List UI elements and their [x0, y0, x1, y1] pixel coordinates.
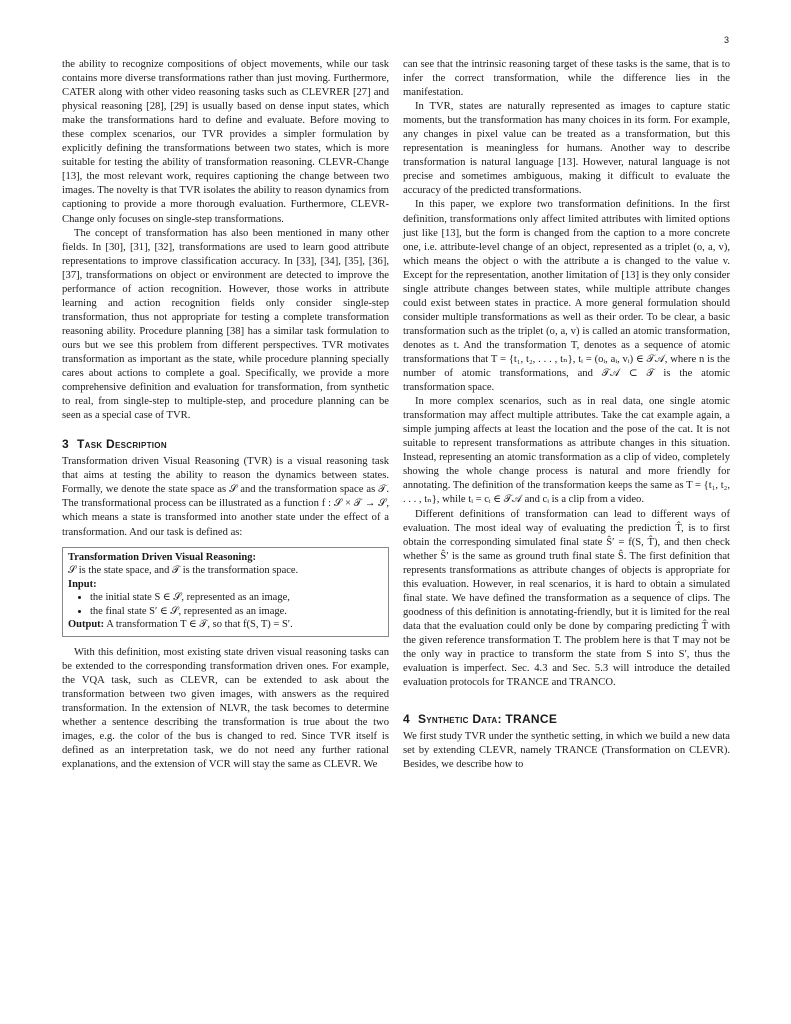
paragraph: the ability to recognize compositions of object movements, while our task contains more diverse transformations rather than just moving. Furthermore, CATER along with other video reasoning tasks such as CLEVRER [27] and physical reasoning [28], [29] is usually based on dense input states, which make the transformations hard to define and evaluate. Before moving to these complex scenarios, our TVR provides a simpler formulation by explicitly defining the transformations between two states, which is more suitable for testing the ability of transformation reasoning. CLEVR-Change [13], the most relevant work, requires captioning the change between two images. The novelty is that TVR isolates the ability to reason dynamics from captioning to provide a more thorough evaluation. Furthermore, CLEVR-Change only focuses on single-step transformations.	[62, 59, 389, 225]
paragraph: In more complex scenarios, such as in real data, one single atomic transformation may affect multiple attributes. Take the cat example again, a simple jumping affects at least the location and the pose of the cat. It is not suitable to represent transformations as attribute changes in this situation. Instead, representing an atomic transformation as a clip of video, completely showing the whole change process is natural and more friendly for annotating. The definition of the transformation keeps the same as T = {t₁, t₂, . . . , tₙ}, while tᵢ = cᵢ ∈ 𝒯𝒜 and cᵢ is a clip from a video.	[403, 396, 730, 506]
output-text: A transformation T ∈ 𝒯, so that f(S, T) = S′.	[104, 619, 293, 631]
right-column	[403, 58, 730, 772]
paragraph: In TVR, states are naturally represented as images to capture static moments, but the transformation has many choices in its form. For example, any changes in pixel value can be treated as a transformation, but this representation is meaningless for humans. Another way to describe transformation is natural language [13]. However, natural language is not precise and sometimes ambiguous, making it difficult to evaluate the accuracy of the predicted transformations.	[403, 101, 730, 197]
task-definition-box	[62, 547, 389, 637]
paragraph: We first study TVR under the synthetic setting, in which we build a new data set by extending CLEVR, namely TRANCE (Transformation on CLEVR). Besides, we describe how to	[403, 731, 730, 771]
list-item: • the initial state S ∈ 𝒮, represented as an image,	[90, 591, 383, 605]
section-heading	[62, 437, 389, 451]
left-column	[62, 58, 389, 772]
output-label: Output:	[68, 619, 105, 631]
section-title: Synthetic Data: TRANCE	[417, 712, 558, 727]
section-number: 4	[403, 712, 410, 727]
output-line	[68, 618, 383, 632]
list-item: • the final state S′ ∈ 𝒮, represented as an image.	[90, 605, 383, 619]
input-list	[68, 591, 383, 618]
box-title: Transformation Driven Visual Reasoning:	[68, 551, 256, 563]
paragraph: With this definition, most existing state driven visual reasoning tasks can be extended to the corresponding transformation driven ones. For example, the VQA task, such as CLEVR, can be extended to ask about the transformation between two given images, with answers as the required transformation. In the extension of NLVR, the task becomes to determine whether a sentence describing the transformation is true about the two images, e.g. the color of the bus is changed to red. Since TVR itself is defined as an interpretation task, we do not need any further rational explanations, and the extension of VCR will stay the same as CLEVR. We	[62, 646, 389, 770]
section-number: 3	[62, 437, 69, 452]
paragraph: Different definitions of transformation can lead to different ways of evaluation. The most ideal way of evaluating the prediction T̂, is to first obtain the corresponding simulated final state Ŝ′ = f(S, T̂), and then check whether Ŝ′ is the same as ground truth final state Ŝ. The first definition that represents transformations as attribute changes of objects is appropriate for this evaluation. However, in real scenarios, it is hard to obtain a simulated final state. We have defined the transformation as a sequence of clips. The goodness of this definition is annotating-friendly, but it is limited for the real data that the evaluation could only be done by comparing predicting T̂ with the given reference transformation T. The problem here is that T may not be the only way in practice to transform the state from S into S′, thus the evaluation is imperfect. Sec. 4.3 and Sec. 5.3 will introduce the detailed evaluation protocols for TRANCE and TRANCO.	[403, 508, 730, 689]
paragraph: can see that the intrinsic reasoning target of these tasks is the same, that is to infer the correct transformation, while the difference lies in the manifestation.	[403, 59, 730, 99]
input-label: Input:	[68, 578, 97, 590]
page-number: 3	[723, 35, 729, 45]
section-heading	[403, 712, 730, 726]
paragraph: In this paper, we explore two transformation definitions. In the first definition, transformations only affect limited attributes with limited options just like [13], but the form is changed from the caption to a more concrete one, i.e. attribute-level change of an object, represented as a triplet (o, a, v), which means the object o with the attribute a is changed to the value v. Except for the representation, another limitation of [13] is they only consider single attribute changes between states, while multiple attribute changes could exist between states in practice. A more general formulation should consider multiple transformations as well as their order. To be clear, a basic transformation such as the triplet (o, a, v) is called an atomic transformation, denotes as t. And the transformation T, denotes as a sequence of atomic transformations that T = {t₁, t₂, . . . , tₙ}, tᵢ = (oᵢ, aᵢ, vᵢ) ∈ 𝒯𝒜, where n is the number of atomic transformations, and 𝒯𝒜 ⊂ 𝒯 is the atomic transformation space.	[403, 199, 730, 394]
box-line: 𝒮 is the state space, and 𝒯 is the transformation space.	[68, 565, 299, 577]
section-title: Task Description	[76, 437, 167, 452]
paragraph: The concept of transformation has also been mentioned in many other fields. In [30], [31], [32], transformations are used to learn good attribute representations to improve classification accuracy. In [33], [34], [35], [36], [37], transformations on object or environment are detected to improve the performance of action recognition. However, those works in attribute learning and action recognition fields only consider single-step transformation, thus not appropriate for testing a complete transformation reasoning ability. Procedure planning [38] has a similar task formulation to ours but we see this problem from different perspectives. TVR motivates transformation as important as the state, while procedure planning specially cares about actions to complete a goal. Specifically, we provide a more comprehensive definition and evaluation for transformation, from synthetic to real, from single-step to multiple-step, and procedure planning can be seen as a special case of TVR.	[62, 227, 389, 422]
paragraph: Transformation driven Visual Reasoning (TVR) is a visual reasoning task that aims at testing the ability to reason the dynamics between states. Formally, we denote the state space as 𝒮 and the transformation space as 𝒯. The transformational process can be illustrated as a function f : 𝒮 × 𝒯 → 𝒮, which means a state is transformed into another state under the effect of a transformation. And our task is defined as:	[62, 456, 389, 538]
